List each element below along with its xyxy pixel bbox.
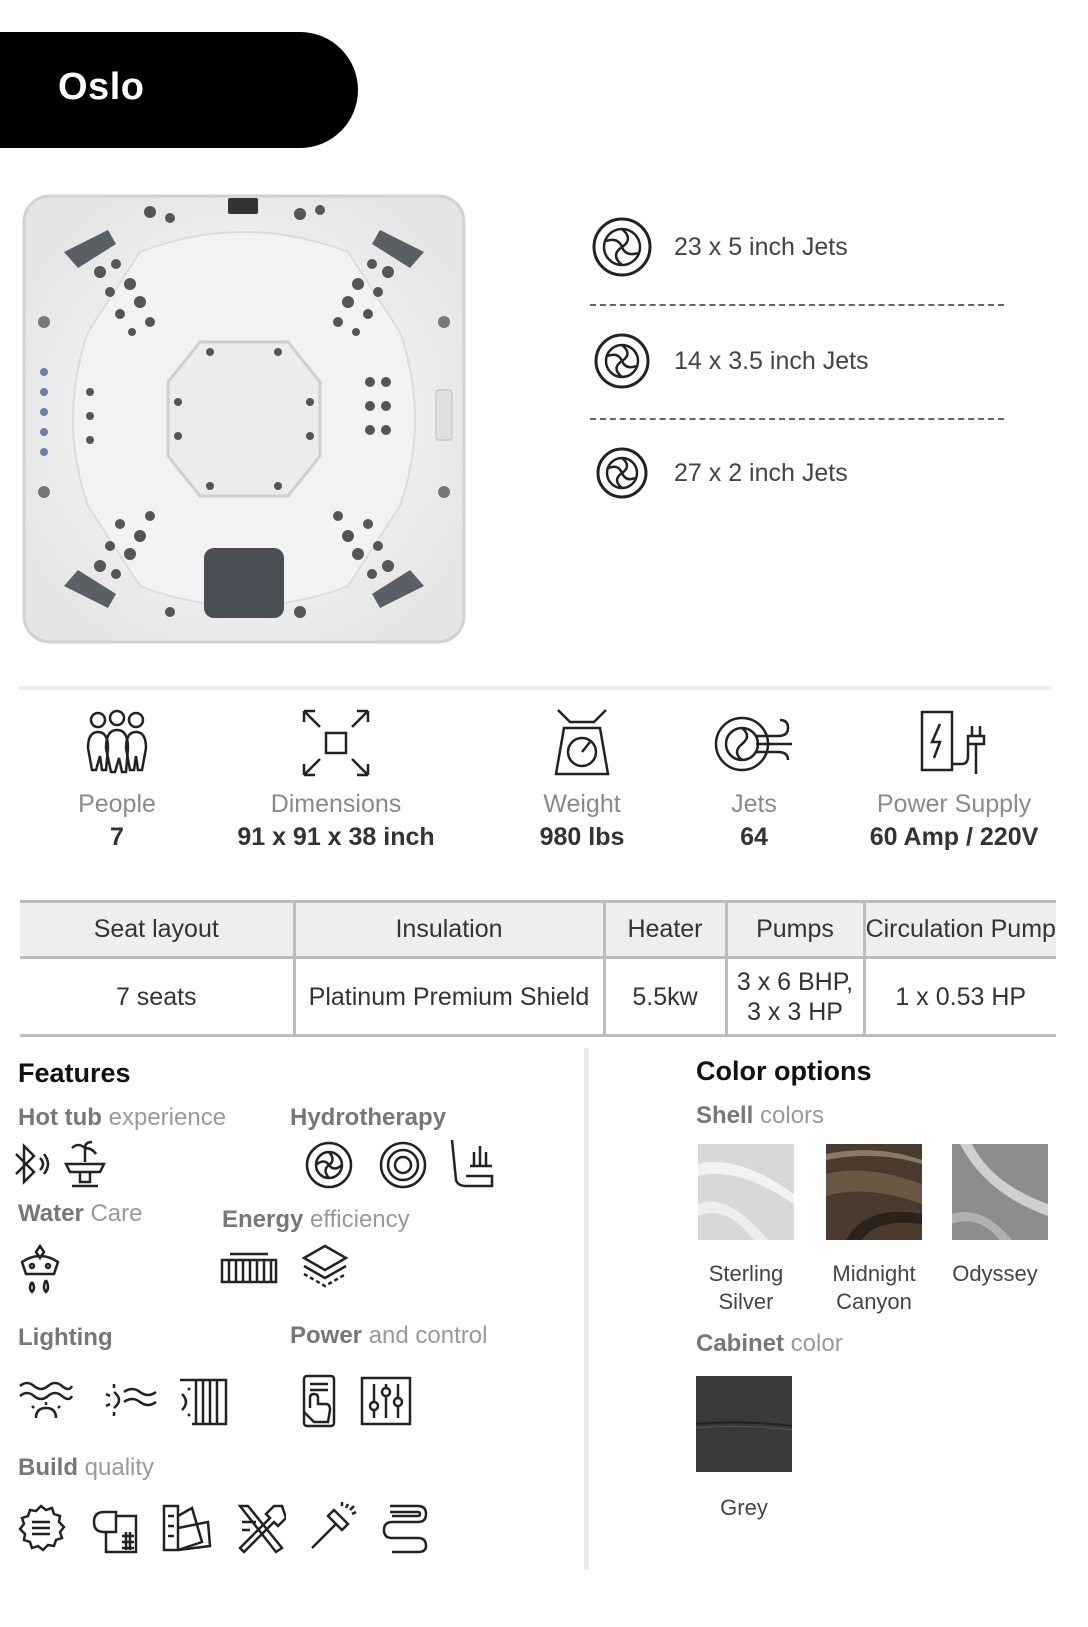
divider	[590, 418, 1004, 420]
jet-spec-medium	[590, 326, 1010, 396]
weight-icon	[550, 708, 614, 778]
quality-seal-icon	[16, 1504, 66, 1554]
heading-bold: Water	[18, 1200, 84, 1227]
swatch-label-line: Odyssey	[952, 1261, 1038, 1286]
heading-bold: Energy	[222, 1206, 304, 1233]
swatch-midnight-canyon[interactable]	[826, 1144, 922, 1240]
mood-light-icon	[102, 1380, 160, 1420]
equalizer-control-icon	[360, 1376, 412, 1426]
jet-spec-label: 23 x 5 inch Jets	[674, 232, 848, 261]
heading-rest: color	[784, 1330, 843, 1357]
swatch-label	[679, 1494, 809, 1522]
water-care-heading	[18, 1200, 142, 1228]
table-header: Heater	[604, 902, 726, 958]
table-header-row	[20, 902, 1056, 958]
pumps-line: 3 x 3 HP	[747, 997, 843, 1026]
people-icon	[84, 708, 150, 778]
heading-rest: colors	[753, 1102, 825, 1129]
target-jet-icon	[378, 1140, 428, 1190]
seat-jet-icon	[446, 1136, 496, 1190]
swatch-label-line: Canyon	[836, 1289, 912, 1314]
spec-value: 980 lbs	[539, 823, 625, 851]
heading-rest: quality	[78, 1454, 155, 1481]
spec-jets	[704, 708, 804, 852]
table-header: Insulation	[294, 902, 604, 958]
table-header: Pumps	[726, 902, 864, 958]
jet-spec-small	[590, 438, 1010, 508]
spec-value: 91 x 91 x 38 inch	[237, 823, 435, 851]
plumbing-pipes-icon	[380, 1502, 430, 1554]
swatch-grey[interactable]	[696, 1376, 792, 1472]
hot-tub-top-view-image	[20, 192, 468, 646]
spec-weight	[522, 708, 642, 852]
spec-label: Jets	[731, 790, 777, 818]
swatch-odyssey[interactable]	[952, 1144, 1048, 1240]
swatch-label-line: Grey	[720, 1495, 768, 1520]
jets-icon	[712, 708, 796, 778]
table-cell-heater: 5.5kw	[604, 958, 726, 1036]
jet-nozzle-icon	[590, 441, 654, 505]
heading-bold: Shell	[696, 1102, 754, 1129]
jet-spec-label: 14 x 3.5 inch Jets	[674, 346, 869, 375]
swatch-label	[681, 1260, 811, 1316]
insulation-panel-icon	[220, 1252, 278, 1284]
dimensions-icon	[300, 708, 372, 778]
cabinet-light-icon	[178, 1376, 228, 1426]
cabinet-color-heading	[696, 1330, 843, 1358]
table-row	[20, 958, 1056, 1036]
spec-value: 64	[740, 823, 768, 851]
shell-colors-heading	[696, 1102, 824, 1130]
swatch-label-line: Midnight	[832, 1261, 916, 1286]
heading-rest: efficiency	[303, 1206, 410, 1233]
heading-rest: Care	[83, 1200, 143, 1227]
spec-label: Dimensions	[270, 790, 402, 818]
bluetooth-icon	[10, 1140, 50, 1190]
heading-bold: Cabinet	[696, 1330, 785, 1357]
section-divider	[18, 686, 1052, 690]
heading-rest: experience	[101, 1104, 227, 1131]
heading-bold: Lighting	[18, 1324, 113, 1351]
table-header: Circulation Pump	[864, 902, 1056, 958]
features-title: Features	[18, 1058, 131, 1088]
water-purification-icon	[18, 1242, 62, 1298]
table-cell-insulation: Platinum Premium Shield	[294, 958, 604, 1036]
jet-spec-label: 27 x 2 inch Jets	[674, 458, 848, 487]
hydrotherapy-heading	[290, 1104, 446, 1132]
hot-tub-experience-heading	[18, 1104, 226, 1132]
heading-bold: Power	[290, 1322, 363, 1349]
power-and-control-heading	[290, 1322, 487, 1350]
swatch-label	[809, 1260, 939, 1316]
hammer-durability-icon	[308, 1502, 358, 1552]
color-options-title: Color options	[696, 1056, 872, 1086]
spec-label: Power Supply	[876, 790, 1032, 818]
fan-jet-icon	[304, 1140, 354, 1190]
column-divider	[584, 1048, 589, 1570]
table-header: Seat layout	[20, 902, 294, 958]
table-cell-circulation-pump: 1 x 0.53 HP	[864, 958, 1056, 1036]
frame-material-icon	[90, 1502, 142, 1554]
table-cell-seat-layout: 7 seats	[20, 958, 294, 1036]
touch-control-panel-icon	[296, 1374, 340, 1428]
spec-value: 60 Amp / 220V	[869, 823, 1039, 851]
color-palette-fan-icon	[162, 1502, 212, 1554]
layered-cover-icon	[300, 1242, 350, 1292]
spec-people	[62, 708, 172, 852]
pumps-line: 3 x 6 BHP,	[736, 967, 854, 996]
jet-nozzle-icon	[590, 329, 654, 393]
swatch-sterling-silver[interactable]	[698, 1144, 794, 1240]
heading-bold: Build	[18, 1454, 78, 1481]
heading-rest: and control	[362, 1322, 488, 1349]
swatch-label-line: Sterling	[708, 1261, 784, 1286]
energy-efficiency-heading	[222, 1206, 410, 1234]
swatch-label	[930, 1260, 1060, 1288]
spec-power-supply	[856, 708, 1052, 852]
waterfall-fountain-icon	[62, 1138, 108, 1190]
underwater-light-icon	[18, 1378, 74, 1422]
specs-table	[20, 900, 1056, 1037]
heading-bold: Hydrotherapy	[290, 1104, 447, 1131]
build-quality-heading	[18, 1454, 154, 1482]
tools-icon	[236, 1502, 286, 1554]
power-supply-icon	[918, 708, 990, 778]
swatch-label-line: Silver	[718, 1289, 774, 1314]
jet-spec-large	[590, 212, 1010, 282]
spec-dimensions	[236, 708, 436, 852]
divider	[590, 304, 1004, 306]
heading-bold: Hot tub	[18, 1104, 102, 1131]
title-banner	[0, 32, 358, 148]
table-cell-pumps	[726, 958, 864, 1036]
spec-label: Weight	[543, 790, 621, 818]
jet-nozzle-icon	[590, 215, 654, 279]
spec-label: People	[78, 790, 156, 818]
product-name: Oslo	[58, 66, 145, 108]
lighting-heading	[18, 1324, 113, 1352]
spec-value: 7	[110, 823, 124, 851]
